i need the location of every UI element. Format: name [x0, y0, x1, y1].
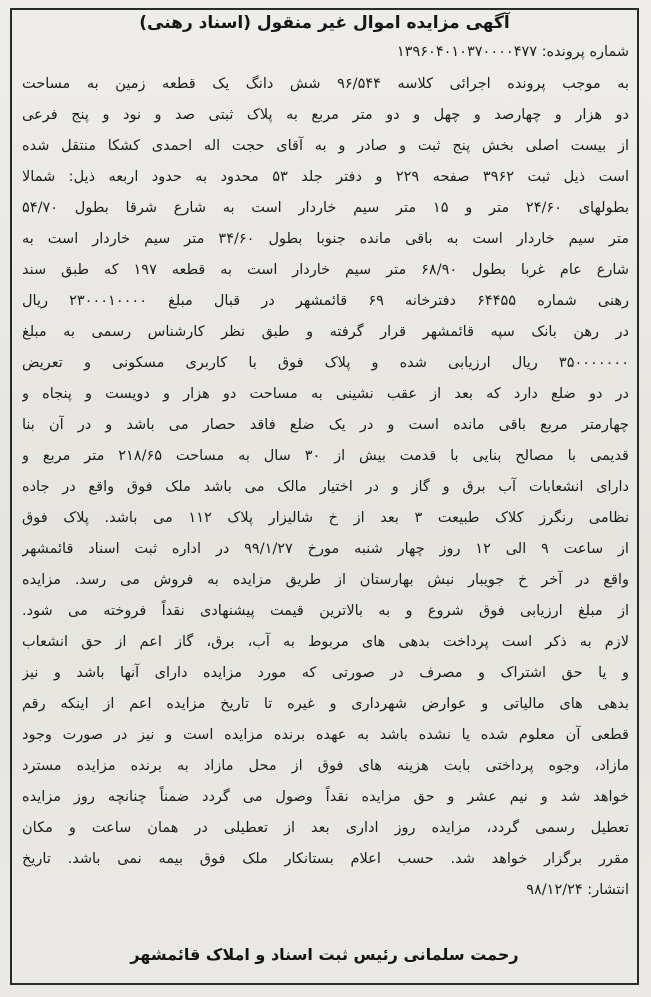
- body-line: نظامی رنگرز کلاک طبیعت ۳ بعد از خ شالیزار پلاک ۱۱۲ می باشد. پلاک فوق: [22, 510, 629, 526]
- body-line: به موجب پرونده اجرائی کلاسه ۹۶/۵۴۴ شش دانگ یک قطعه زمین به مساحت: [22, 76, 629, 92]
- body-line: چهارمتر مربع باقی مانده است و در یک ضلع فاقد حصار می باشد و در آن بنا: [22, 417, 629, 433]
- body-line: شارع عام غربا بطول ۶۸/۹۰ متر سیم خاردار است به قطعه ۱۹۷ که طبق سند: [22, 262, 629, 278]
- signature-line: رحمت سلمانی رئیس ثبت اسناد و املاک قائمشهر: [130, 945, 519, 964]
- file-number-line: شماره پرونده: ۱۳۹۶۰۴۰۱۰۳۷۰۰۰۰۴۷۷: [396, 44, 629, 60]
- body-line: تعطیل رسمی گردد، مزایده روز اداری بعد از تعطیلی در همان ساعت و مکان: [22, 820, 629, 836]
- body-line: دارای انشعابات آب برق و گاز و در اختیار مالک می باشد ملک فوق واقع در جاده: [22, 479, 629, 495]
- notice-title: آگهی مزایده اموال غیر منقول (اسناد رهنی): [139, 13, 510, 33]
- body-line: از بیست اصلی بخش پنج ثبت و صادر و به آقای حجت اله احمدی کشکا منتقل شده: [22, 138, 629, 154]
- body-line: در رهن بانک سپه قائمشهر قرار گرفته و طبق نظر کارشناس رسمی به مبلغ: [22, 324, 629, 340]
- body-line: و یا حق اشتراک و مصرف در صورتی که مورد مزایده دارای آنها باشد و نیز: [22, 665, 629, 681]
- body-line: بطولهای ۲۴/۶۰ متر و ۱۵ متر سیم خاردار است به شارع شرقا بطول ۵۴/۷۰: [22, 200, 629, 216]
- body-line: واقع در آخر خ جویبار نبش بهارستان از طریق مزایده به فروش می رسد. مزایده: [22, 572, 629, 588]
- body-line: دو هزار و چهارصد و چهل و دو متر مربع به پلاک ثبتی صد و نود و پنج فرعی: [22, 107, 629, 123]
- publication-date-line: انتشار: ۹۸/۱۲/۲۴: [526, 882, 629, 898]
- body-line: متر سیم خاردار است به باقی مانده جنوبا بطول ۳۴/۶۰ متر سیم خاردار است به: [22, 231, 629, 247]
- body-line: قدیمی با مصالح بنایی با قدمت بیش از ۳۰ سال به مساحت ۲۱۸/۶۵ متر مربع و: [22, 448, 629, 464]
- body-line: رهنی شماره ۶۴۴۵۵ دفترخانه ۶۹ قائمشهر در قبال مبلغ ۲۳۰۰۰۱۰۰۰۰ ریال: [22, 293, 629, 309]
- body-line: از ساعت ۹ الی ۱۲ روز چهار شنبه مورخ ۹۹/۱/۲۷ در اداره ثبت اسناد قائمشهر: [22, 541, 629, 557]
- body-line: قطعی آن معلوم شده یا نشده باشد به عهده برنده مزایده است و نیز در صورت وجود: [22, 727, 629, 743]
- body-line: ۳۵۰۰۰۰۰۰۰ ریال ارزیابی شده و پلاک فوق با کاربری مسکونی و تعریض: [22, 355, 629, 371]
- body-line: بدهی های مالیاتی و عوارض شهرداری و غیره تا تاریخ مزایده اعم از اینکه رقم: [22, 696, 629, 712]
- body-line: مقرر برگزار خواهد شد. حسب اعلام بستانکار ملک فوق بیمه نمی باشد. تاریخ: [22, 851, 629, 867]
- body-line: است ذیل ثبت ۳۹۶۲ صفحه ۲۲۹ و دفتر جلد ۵۳ محدود به حدود اربعه ذیل: شمالا: [22, 169, 629, 185]
- body-line: لازم به ذکر است پرداخت بدهی های مربوط به آب، برق، گاز اعم از حق انشعاب: [22, 634, 629, 650]
- body-line: خواهد شد و نیم عشر و حق مزایده نقداً وصول می گردد ضمناً چنانچه روز مزایده: [22, 789, 629, 805]
- body-line: از مبلغ ارزیابی فوق شروع و به بالاترین قیمت پیشنهادی نقداً فروخته می شود.: [22, 603, 629, 619]
- body-line: مازاد، وجوه پرداختی بابت هزینه های فوق از محل مازاد به برنده مزایده مسترد: [22, 758, 629, 774]
- body-line: در دو ضلع دارد که بعد از عقب نشینی به مساحت دو هزار و دویست و پنجاه و: [22, 386, 629, 402]
